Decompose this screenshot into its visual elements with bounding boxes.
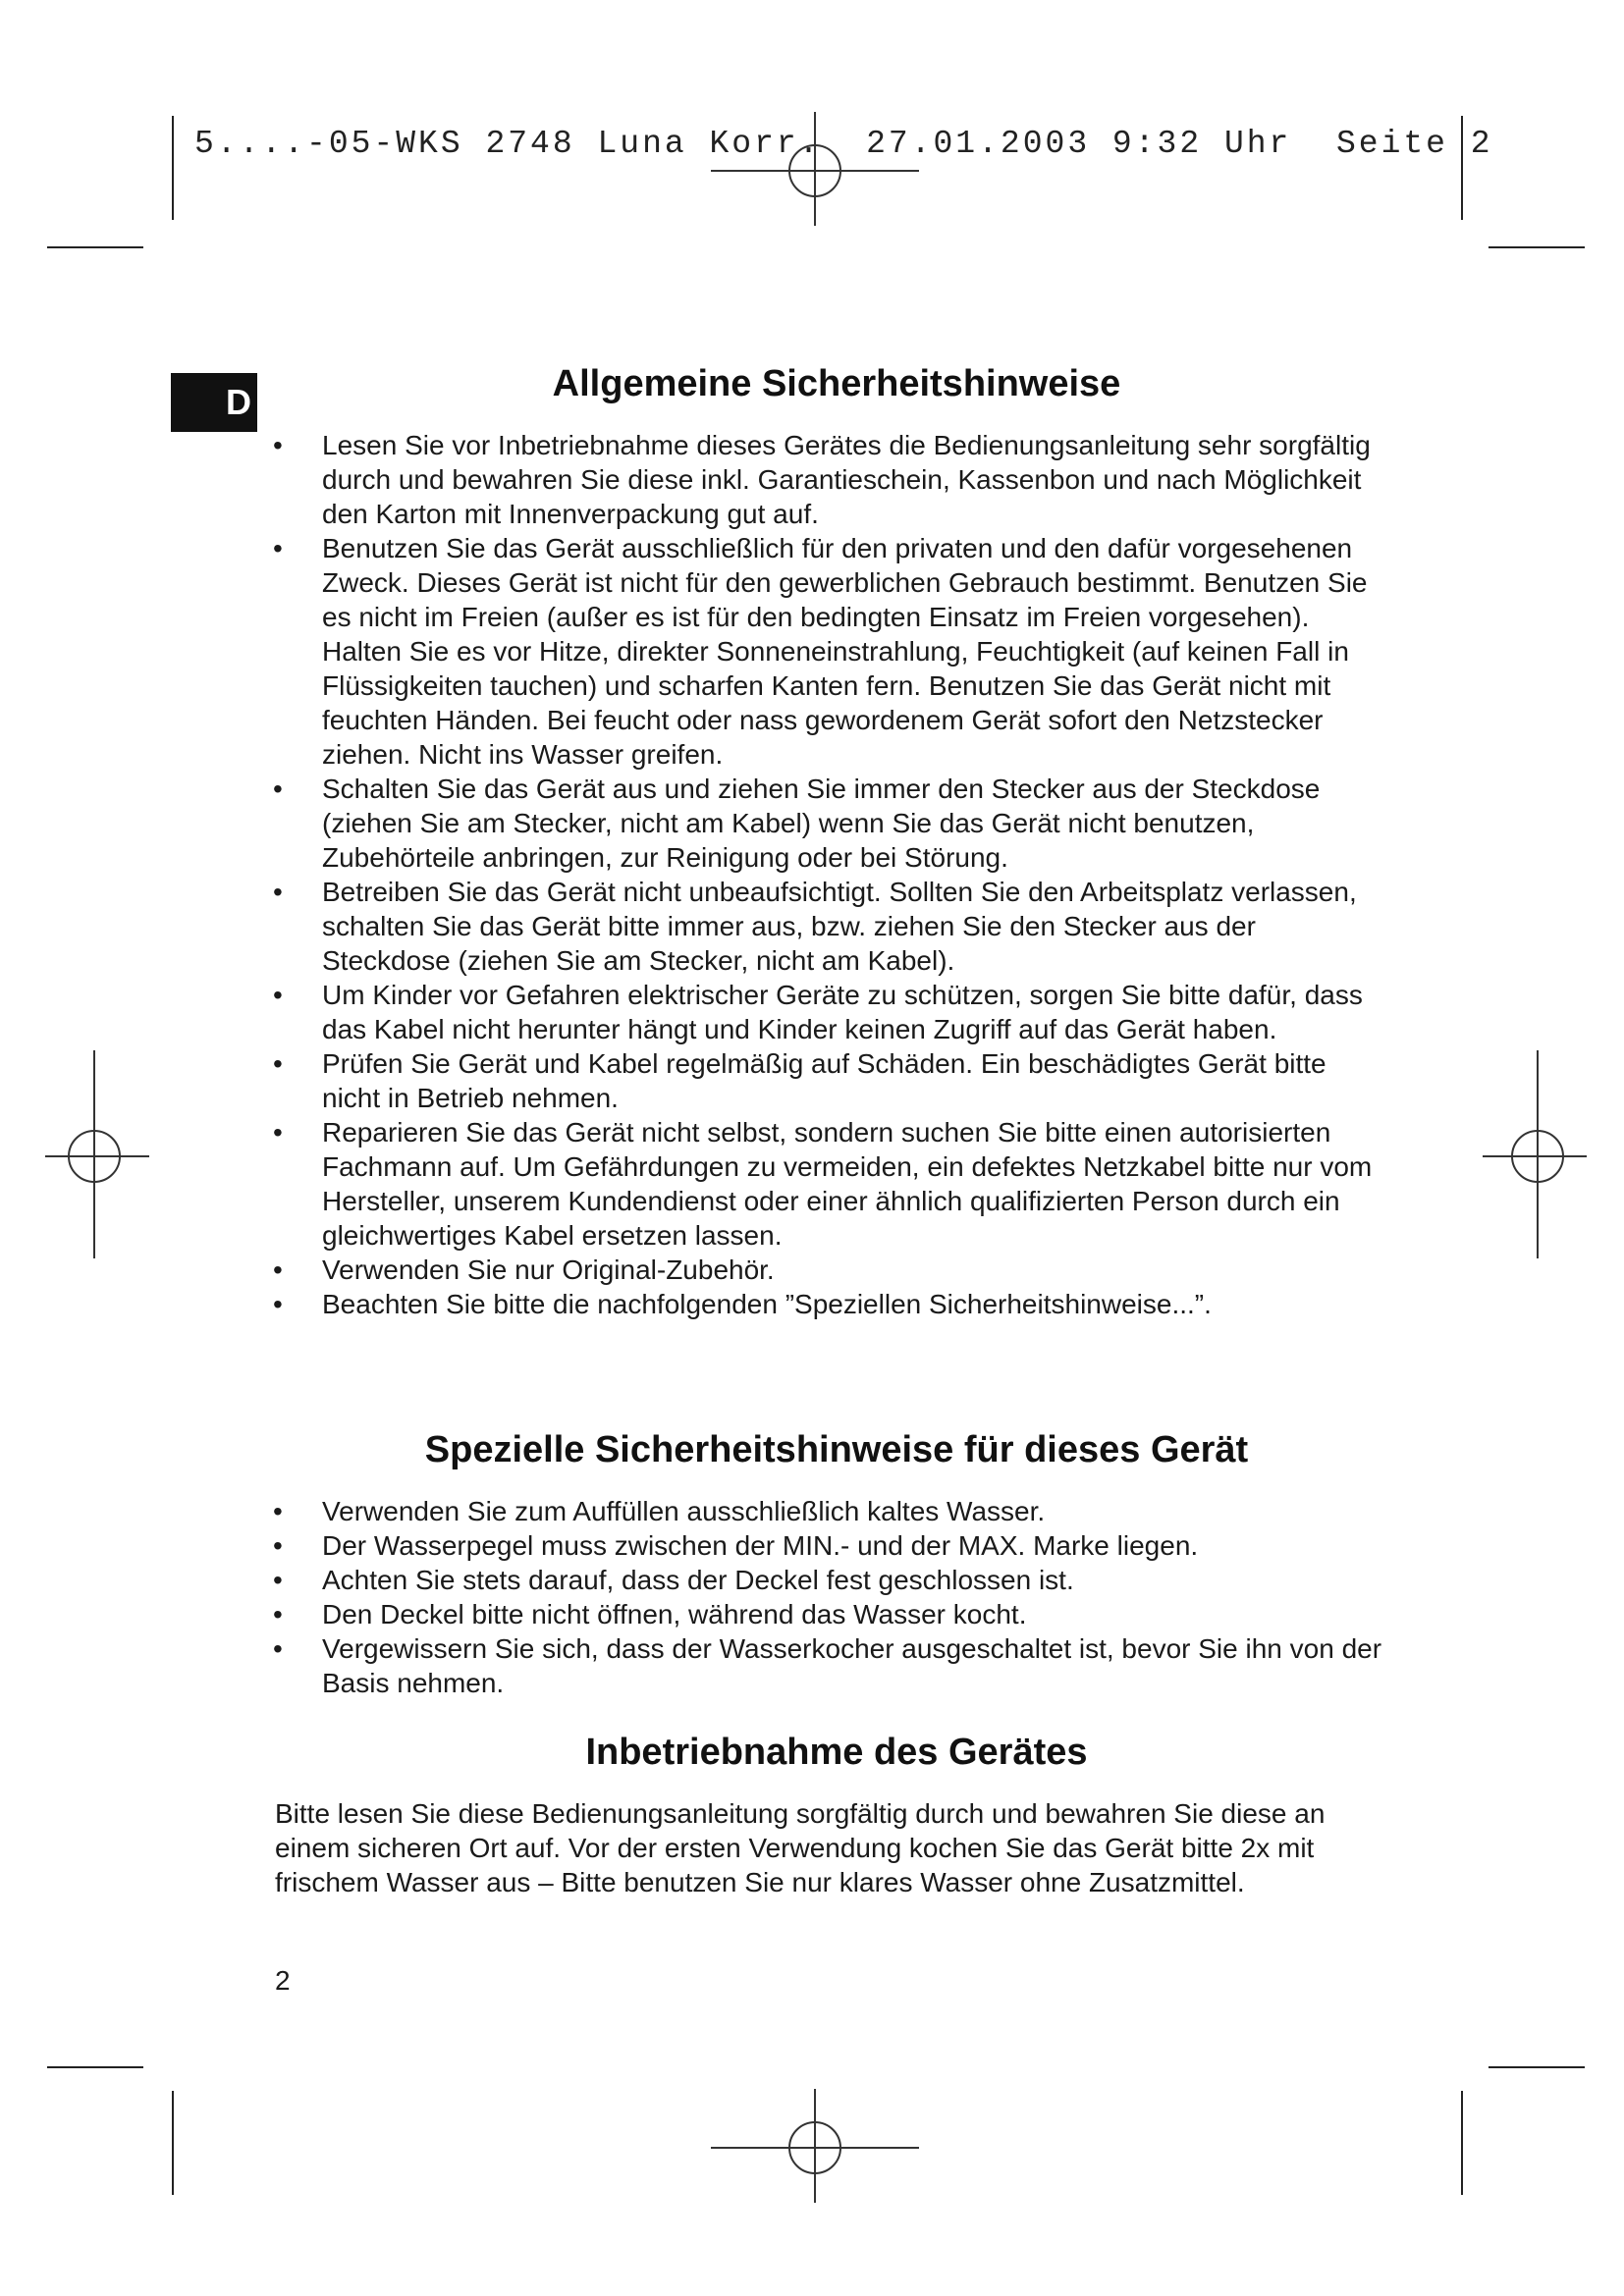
- section-title-general-safety: Allgemeine Sicherheitshinweise: [552, 363, 1121, 404]
- list-item: [271, 1528, 1390, 1563]
- crop-mark: [172, 2091, 174, 2195]
- section-title-special-safety: Spezielle Sicherheitshinweise für dieses Gerät: [424, 1429, 1249, 1470]
- registration-mark-right: [1483, 1050, 1593, 1258]
- list-item-text: Benutzen Sie das Gerät ausschließlich für den privaten und den dafür vorgesehenen Zweck. Dieses Gerät ist nicht für den gewerblichen Gebrauch bestimmt. Benutzen Sie es nicht im Freien (außer es ist für den bedingten Einsatz im Freien vorgesehen). Halten Sie es vor Hitze, direkter Sonneneinstrahlung, Feuchtigkeit (auf keinen Fall in Flüssigkeiten tauchen) und scharfen Kanten fern. Benutzen Sie das Gerät nicht mit feuchten Händen. Bei feucht oder nass gewordenem Gerät sofort den Netzstecker ziehen. Nicht ins Wasser greifen.: [322, 533, 1368, 770]
- crop-mark: [1461, 2091, 1463, 2195]
- crop-mark: [47, 2066, 143, 2068]
- list-item: [271, 1046, 1390, 1115]
- list-item-text: Prüfen Sie Gerät und Kabel regelmäßig auf Schäden. Ein beschädigtes Gerät bitte nicht in Betrieb nehmen.: [322, 1048, 1326, 1113]
- registration-mark-bottom: [711, 2089, 919, 2209]
- list-item: [271, 1597, 1390, 1631]
- list-item: [271, 1253, 1390, 1287]
- list-item: [271, 1631, 1390, 1700]
- list-item: [271, 531, 1390, 772]
- bullet: •: [273, 533, 283, 563]
- bullet: •: [273, 1289, 283, 1319]
- registration-mark-top: [711, 106, 919, 226]
- page-number: 2: [275, 1965, 291, 1996]
- general-safety-list: [271, 428, 1390, 1321]
- list-item: [271, 1287, 1390, 1321]
- bullet: •: [273, 980, 283, 1010]
- list-item-text: Betreiben Sie das Gerät nicht unbeaufsichtigt. Sollten Sie den Arbeitsplatz verlassen, schalten Sie das Gerät bitte immer aus, bzw. ziehen Sie den Stecker aus der Steckdose (ziehen Sie am Stecker, nicht am Kabel).: [322, 877, 1357, 976]
- special-safety-list: [271, 1494, 1390, 1700]
- list-item: [271, 1115, 1390, 1253]
- bullet: •: [273, 430, 283, 460]
- list-item-text: Den Deckel bitte nicht öffnen, während das Wasser kocht.: [322, 1599, 1027, 1629]
- list-item-text: Lesen Sie vor Inbetriebnahme dieses Gerätes die Bedienungsanleitung sehr sorgfältig durch und bewahren Sie diese inkl. Garantieschein, Kassenbon und nach Möglichkeit den Karton mit Innenverpackung gut auf.: [322, 430, 1371, 529]
- list-item-text: Verwenden Sie nur Original-Zubehör.: [322, 1255, 775, 1285]
- bullet: •: [273, 1530, 283, 1561]
- bullet: •: [273, 877, 283, 907]
- list-item-text: Reparieren Sie das Gerät nicht selbst, sondern suchen Sie bitte einen autorisierten Fachmann auf. Um Gefährdungen zu vermeiden, ein defektes Netzkabel bitte nur vom Hersteller, unserem Kundendienst oder einer ähnlich qualifizierten Person durch ein gleichwertiges Kabel ersetzen lassen.: [322, 1117, 1373, 1251]
- crop-mark: [1489, 2066, 1585, 2068]
- bullet: •: [273, 1565, 283, 1595]
- list-item-text: Der Wasserpegel muss zwischen der MIN.- und der MAX. Marke liegen.: [322, 1530, 1199, 1561]
- crop-mark: [47, 246, 143, 248]
- list-item: [271, 428, 1390, 531]
- crop-mark: [172, 116, 174, 220]
- list-item: [271, 1563, 1390, 1597]
- bullet: •: [273, 774, 283, 804]
- list-item: [271, 875, 1390, 978]
- bullet: •: [273, 1599, 283, 1629]
- print-slug: 5....-05-WKS 2748 Luna Korr. 27.01.2003 9:32 Uhr Seite 2: [194, 126, 1493, 162]
- list-item: [271, 978, 1390, 1046]
- list-item-text: Schalten Sie das Gerät aus und ziehen Sie immer den Stecker aus der Steckdose (ziehen Sie am Stecker, nicht am Kabel) wenn Sie das Gerät nicht benutzen, Zubehörteile anbringen, zur Reinigung oder bei Störung.: [322, 774, 1321, 873]
- registration-mark-left: [39, 1050, 149, 1258]
- bullet: •: [273, 1255, 283, 1285]
- language-tab: D: [171, 373, 257, 432]
- first-use-text: Bitte lesen Sie diese Bedienungsanleitung sorgfältig durch und bewahren Sie diese an einem sicheren Ort auf. Vor der ersten Verwendung kochen Sie das Gerät bitte 2x mit frischem Wasser aus – Bitte benutzen Sie nur klares Wasser ohne Zusatzmittel.: [275, 1798, 1326, 1897]
- list-item-text: Achten Sie stets darauf, dass der Deckel fest geschlossen ist.: [322, 1565, 1074, 1595]
- list-item-text: Beachten Sie bitte die nachfolgenden ”Speziellen Sicherheitshinweise...”.: [322, 1289, 1212, 1319]
- bullet: •: [273, 1633, 283, 1664]
- bullet: •: [273, 1117, 283, 1148]
- crop-mark: [1489, 246, 1585, 248]
- bullet: •: [273, 1496, 283, 1526]
- bullet: •: [273, 1048, 283, 1079]
- section-title-first-use: Inbetriebnahme des Gerätes: [585, 1732, 1088, 1773]
- list-item-text: Um Kinder vor Gefahren elektrischer Geräte zu schützen, sorgen Sie bitte dafür, dass das Kabel nicht herunter hängt und Kinder keinen Zugriff auf das Gerät haben.: [322, 980, 1363, 1044]
- list-item-text: Vergewissern Sie sich, dass der Wasserkocher ausgeschaltet ist, bevor Sie ihn von der Basis nehmen.: [322, 1633, 1382, 1698]
- list-item: [271, 1494, 1390, 1528]
- list-item-text: Verwenden Sie zum Auffüllen ausschließlich kaltes Wasser.: [322, 1496, 1046, 1526]
- list-item: [271, 772, 1390, 875]
